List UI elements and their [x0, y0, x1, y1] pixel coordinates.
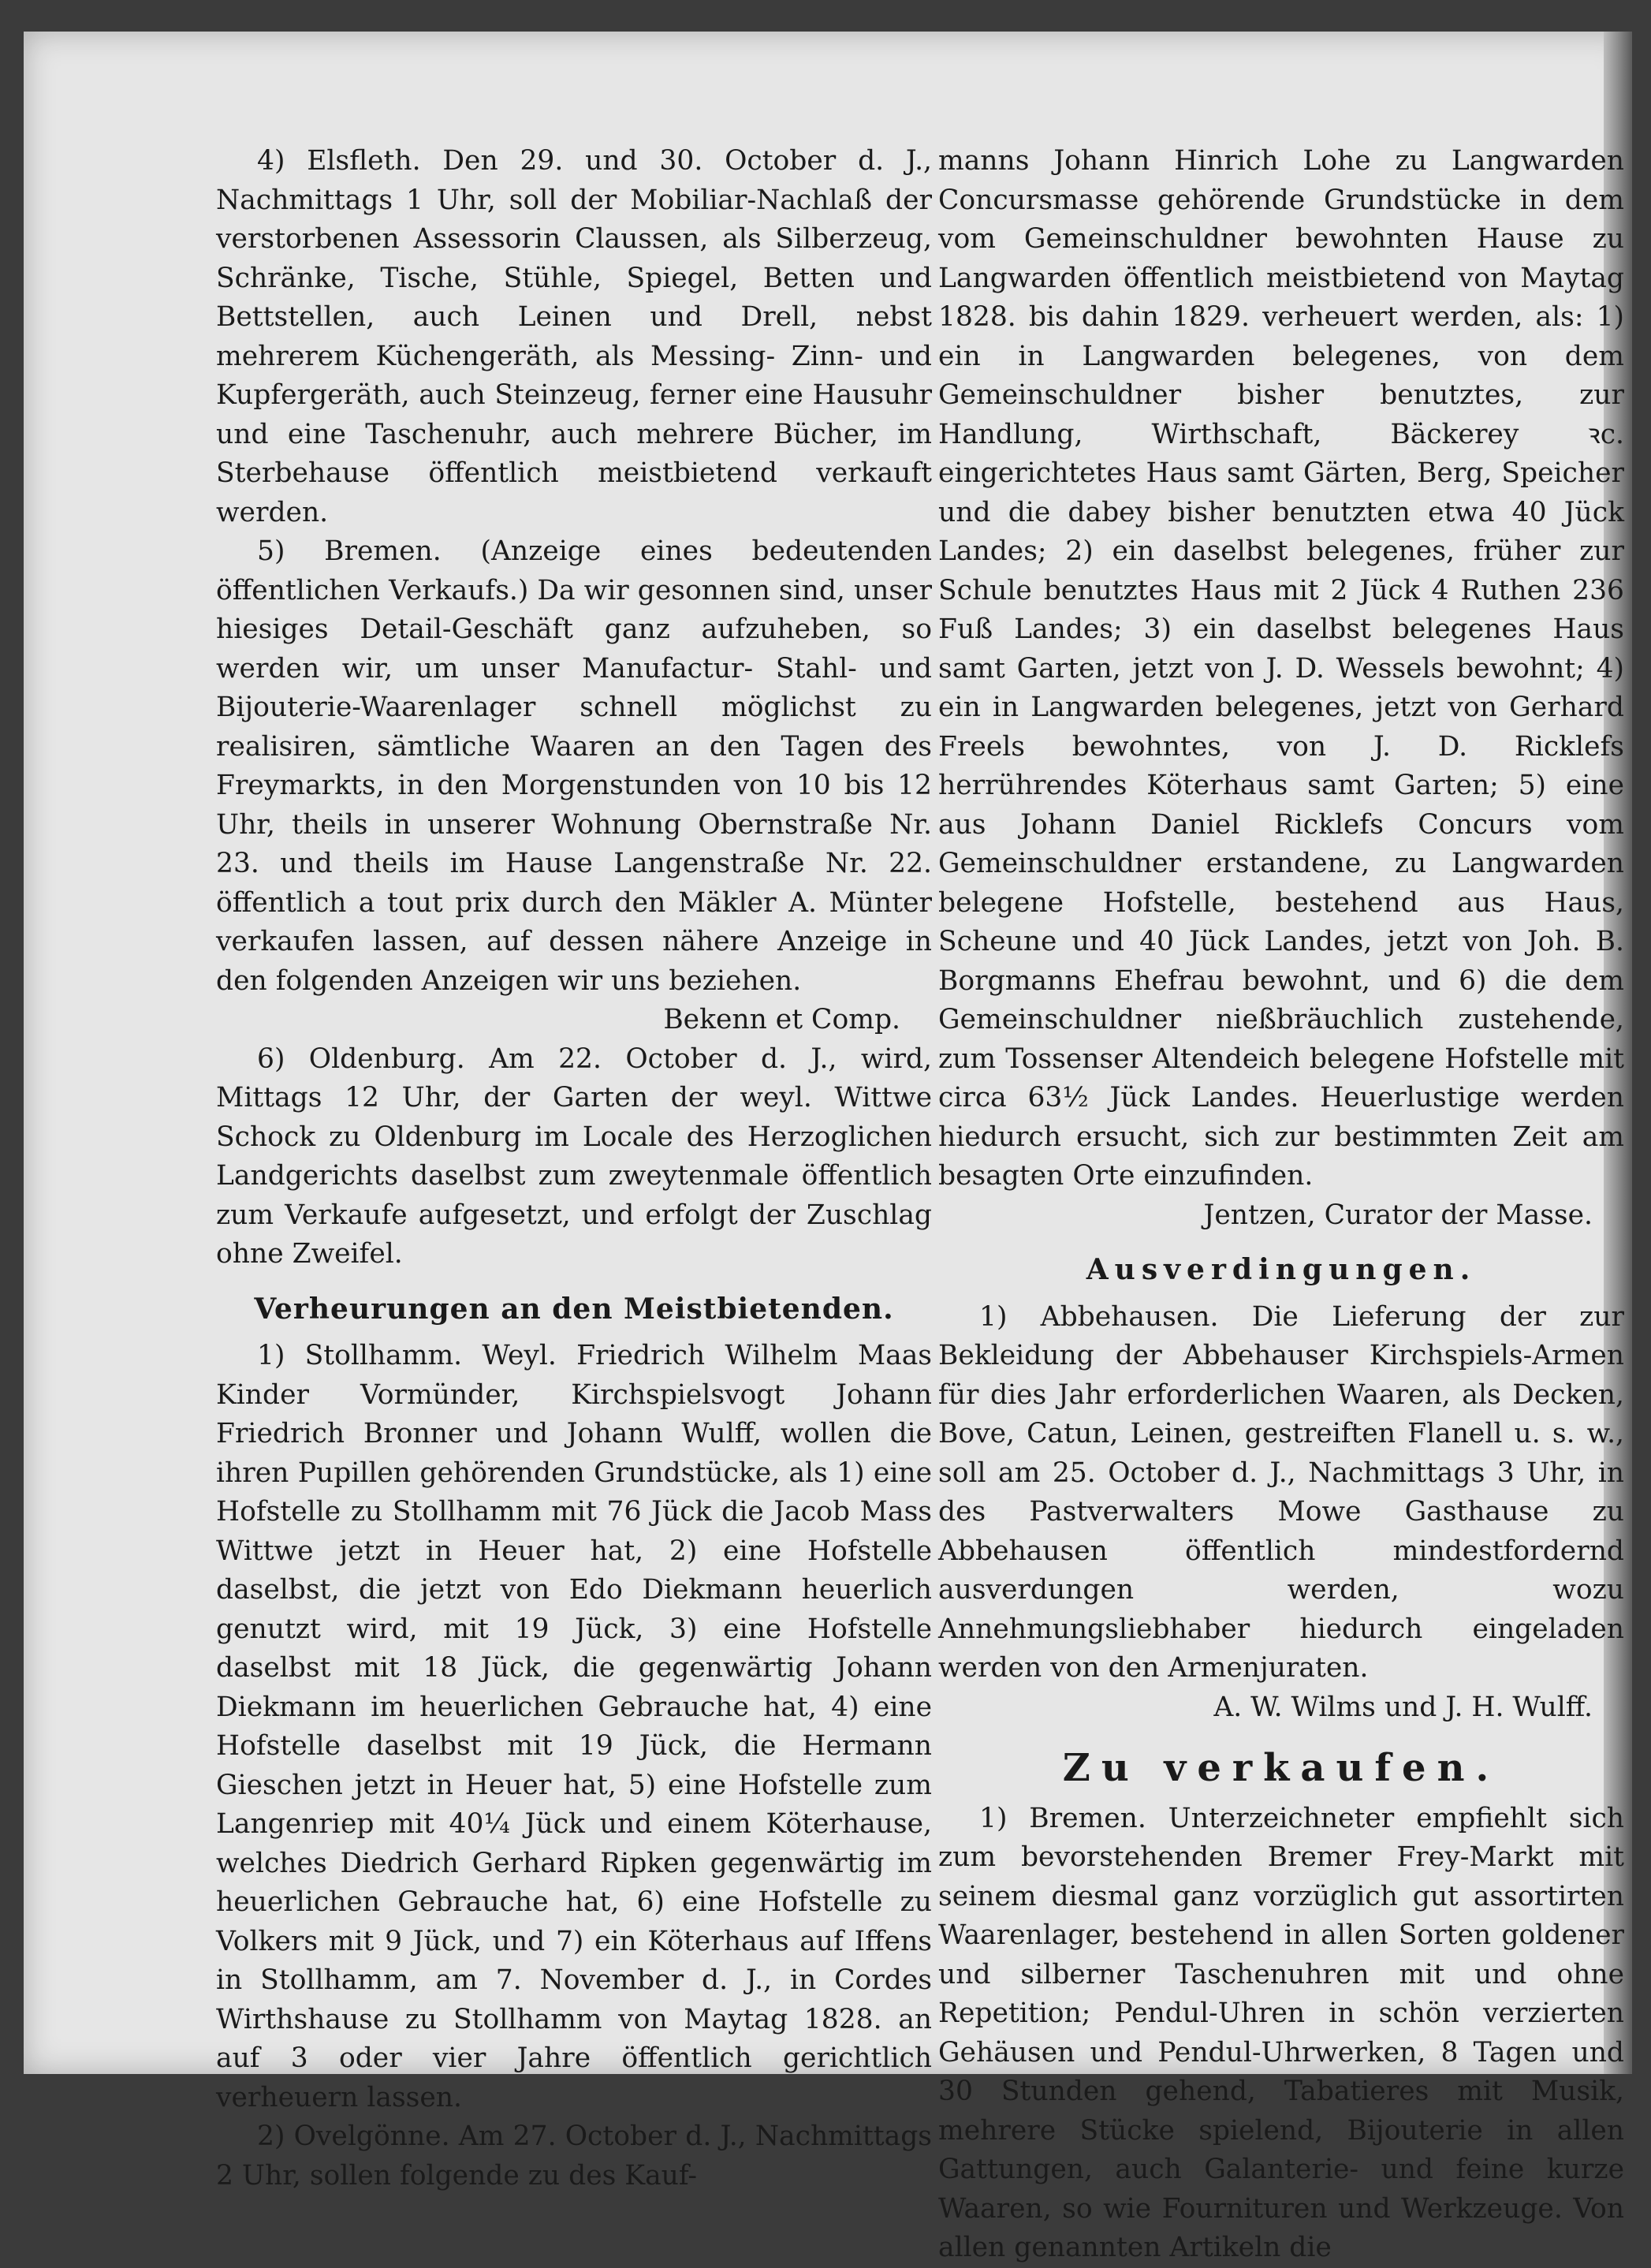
signature-bekenn: Bekenn et Comp. — [663, 1004, 900, 1035]
notice-bremen-sale: 5) Bremen. (Anzeige eines bedeutenden öffentlichen Verkaufs.) Da wir gesonnen sind, unser hiesiges Detail-Geschäft ganz aufzuheben, so werden wir, um unser Manufactur- Stahl- und Bijouterie-Waarenlager schnell möglichst zu realisiren, sämtliche Waaren an den Tagen des Freymarkts, in den Morgenstunden von 10 bis 12 Uhr, theils in unserer Wohnung Obernstraße Nr. 23. und theils im Hause Langenstraße Nr. 22. öffentlich a tout prix durch den Mäkler A. Münter verkaufen lassen, auf dessen nähere Anzeige in den folgenden Anzeigen wir uns beziehen. — [216, 535, 932, 997]
notice-elsfleth: 4) Elsfleth. Den 29. und 30. October d. J., Nachmittags 1 Uhr, soll der Mobiliar-Nachlaß der verstorbenen Assessorin Claussen, als Silberzeug, Schränke, Tische, Stühle, Spiegel, Betten und Bettstellen, auch Leinen und Drell, nebst mehrerem Küchengeräth, als Messing- Zinn- und Kupfergeräth, auch Steinzeug, ferner eine Hausuhr und eine Taschenuhr, auch mehrere Bücher, im Sterbehause öffentlich meistbietend verkauft werden. — [216, 145, 932, 528]
notice-stollhamm: 1) Stollhamm. Weyl. Friedrich Wilhelm Maas Kinder Vormünder, Kirchspielsvogt Johann Friedrich Bronner und Johann Wulff, wollen die ihren Pupillen gehörenden Grundstücke, als 1) eine Hofstelle zu Stollhamm mit 76 Jück die Jacob Mass Wittwe jetzt in Heuer hat, 2) eine Hofstelle daselbst, die jetzt von Edo Diekmann heuerlich genutzt wird, mit 19 Jück, 3) eine Hofstelle daselbst mit 18 Jück, die gegenwärtig Johann Diekmann im heuerlichen Gebrauche hat, 4) eine Hofstelle daselbst mit 19 Jück, die Hermann Gieschen jetzt in Heuer hat, 5) eine Hofstelle zum Langenriep mit 40¼ Jück und einem Köterhause, welches Diedrich Gerhard Ripken gegenwärtig im heuerlichen Gebrauche hat, 6) eine Hofstelle zu Volkers mit 9 Jück, und 7) ein Köterhaus auf Iffens in Stollhamm, am 7. November d. J., in Cordes Wirthshause zu Stollhamm von Maytag 1828. an auf 3 oder vier Jahre öffentlich gerichtlich verheuern lassen. — [216, 1340, 932, 2113]
notice-abbehausen: 1) Abbehausen. Die Lieferung der zur Bekleidung der Abbehauser Kirchspiels-Armen für dies Jahr erforderlichen Waaren, als Decken, Bove, Catun, Leinen, gestreiften Flanell u. s. w., soll am 25. October d. J., Nachmittags 3 Uhr, in des Pastverwalters Mowe Gasthause zu Abbehausen öffentlich mindestfordernd ausverdungen werden, wozu Annehmungsliebhaber hiedurch eingeladen werden von den Armenjuraten. — [938, 1300, 1624, 1684]
notice-bremen-watches: 1) Bremen. Unterzeichneter empfiehlt sich zum bevorstehenden Bremer Frey-Markt mit seinem diesmal ganz vorzüglich gut assortirten Waarenlager, bestehend in allen Sorten goldener und silberner Taschenuhren mit und ohne Repetition; Pendul-Uhren in schön verzierten Gehäusen und Pendul-Uhrwerken, 8 Tagen und 30 Stunden gehend, Tabatieres mit Musik, mehrere Stücke spielend, Bijouterie in allen Gattungen, auch Galanterie- und feine kurze Waaren, so wie Fournituren und Werkzeuge. Von allen genannten Artikeln die — [938, 1802, 1624, 2263]
section-heading-ausverdingungen: Ausverdingungen. — [1086, 1253, 1477, 1286]
notice-oldenburg: 6) Oldenburg. Am 22. October d. J., wird, Mittags 12 Uhr, der Garten der weyl. Wittwe Schock zu Oldenburg im Locale des Herzoglichen Landgerichts daselbst zum zweytenmale öffentlich zum Verkaufe aufgesetzt, und erfolgt der Zuschlag ohne Zweifel. — [216, 1043, 932, 1270]
newspaper-page — [24, 32, 1632, 2263]
notice-ovelgoenne-continued: manns Johann Hinrich Lohe zu Langwarden Concursmasse gehörende Grundstücke in dem vom Gemeinschuldner bewohnten Hause zu Langwarden öffentlich meistbietend von Maytag 1828. bis dahin 1829. verheuert werden, als: 1) ein in Langwarden belegenes, von dem Gemeinschuldner bisher benutztes, zur Handlung, Wirthschaft, Bäckerey ꝛc. eingerichtetes Haus samt Gärten, Berg, Speicher und die dabey bisher benutzten etwa 40 Jück Landes; 2) ein daselbst belegenes, früher zur Schule benutztes Haus mit 2 Jück 4 Ruthen 236 Fuß Landes; 3) ein daselbst belegenes Haus samt Garten, jetzt von J. D. Wessels bewohnt; 4) ein in Langwarden belegenes, jetzt von Gerhard Freels bewohntes, von J. D. Ricklefs herrührendes Köterhaus samt Garten; 5) eine aus Johann Daniel Ricklefs Concurs vom Gemeinschuldner erstandene, zu Langwarden belegene Hofstelle, bestehend aus Haus, Scheune und 40 Jück Landes, jetzt von Joh. B. Borgmanns Ehefrau bewohnt, und 6) die dem Gemeinschuldner nießbräuchlich zustehende, zum Tossenser Altendeich belegene Hofstelle mit circa 63½ Jück Landes. Heuerlustige werden hiedurch ersucht, sich zur bestimmten Zeit am besagten Orte einzufinden. — [938, 145, 1624, 1192]
left-column — [216, 142, 932, 2195]
right-column — [938, 142, 1624, 2268]
signature-jentzen: Jentzen, Curator der Masse. — [1203, 1199, 1593, 1231]
section-heading-verheurungen: Verheurungen an den Meistbietenden. — [254, 1292, 894, 1326]
section-heading-zu-verkaufen: Zu verkaufen. — [1062, 1746, 1500, 1790]
notice-ovelgoenne: 2) Ovelgönne. Am 27. October d. J., Nachmittags 2 Uhr, sollen folgende zu des Kauf- — [216, 2121, 932, 2192]
signature-wilms-wulff: A. W. Wilms und J. H. Wulff. — [1213, 1691, 1593, 1723]
